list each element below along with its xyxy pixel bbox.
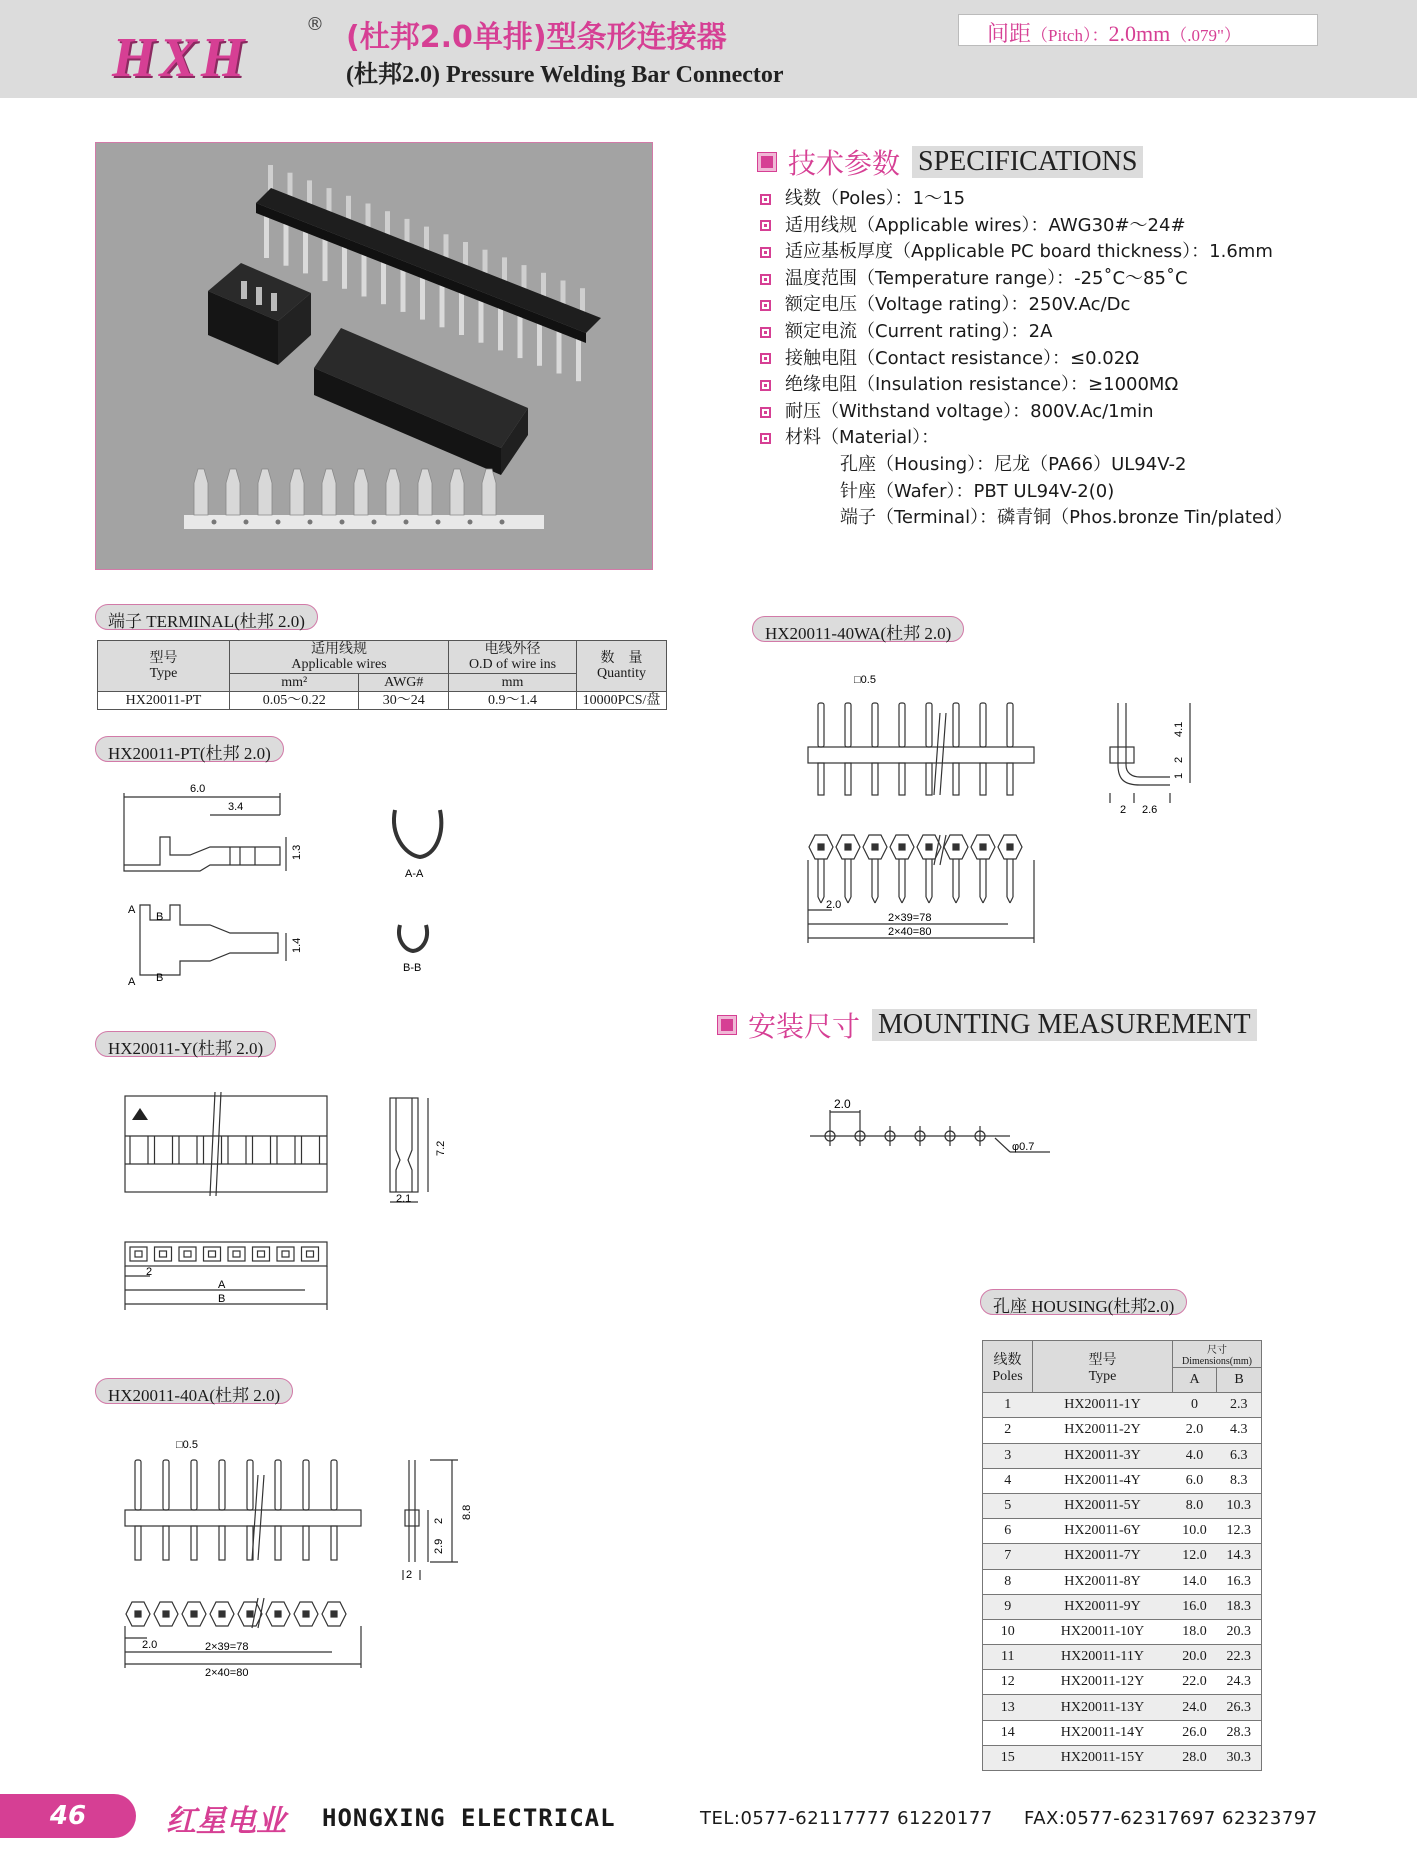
- mark-a-bottom: A: [128, 976, 136, 988]
- th-wires: [230, 641, 449, 674]
- spec-text: 适用线规（Applicable wires）：AWG30#～24#: [785, 214, 1186, 236]
- cell-b: 26.3: [1217, 1695, 1262, 1720]
- dim-4-1: 4.1: [1173, 721, 1185, 737]
- cell-b: 14.3: [1217, 1544, 1262, 1569]
- cell-b: 8.3: [1217, 1468, 1262, 1493]
- th-dims: 尺寸Dimensions(mm): [1173, 1341, 1262, 1368]
- th-poles-en: Poles: [992, 1368, 1023, 1384]
- y-drawing: [100, 1090, 480, 1320]
- pt-label: HX20011-PT(杜邦 2.0): [95, 736, 284, 762]
- pin-header-image: [256, 165, 601, 381]
- table-row: [983, 1519, 1262, 1544]
- pitch-inch: （.079"）: [1170, 26, 1241, 45]
- cell-a: 22.0: [1173, 1670, 1217, 1695]
- cell-a: 26.0: [1173, 1720, 1217, 1745]
- table-row: [983, 1443, 1262, 1468]
- th-wires-cn: 适用线规: [311, 642, 367, 657]
- spec-item: [760, 399, 1292, 426]
- dim-sq-0-5: □0.5: [176, 1439, 198, 1451]
- spec-text: 材料（Material）：: [785, 427, 940, 449]
- cell-b: 6.3: [1217, 1443, 1262, 1468]
- dim-2: 2: [146, 1266, 153, 1278]
- bullet-icon: [760, 353, 771, 364]
- y-label: HX20011-Y(杜邦 2.0): [95, 1031, 276, 1057]
- cell-poles: 6: [983, 1519, 1033, 1544]
- th-type-cn: 型号: [149, 651, 178, 666]
- table-row: [983, 1418, 1262, 1443]
- a40-label: HX20011-40A(杜邦 2.0): [95, 1378, 293, 1404]
- mark-b-bottom: B: [156, 972, 164, 984]
- table-row: [983, 1594, 1262, 1619]
- table-row: [983, 1720, 1262, 1745]
- spec-item: [760, 292, 1292, 319]
- cell-poles: 12: [983, 1670, 1033, 1695]
- cell-type: HX20011-4Y: [1033, 1468, 1173, 1493]
- spec-text: 绝缘电阻（Insulation resistance）：≥1000MΩ: [785, 374, 1179, 396]
- cell-b: 20.3: [1217, 1619, 1262, 1644]
- dim-1-4: 1.4: [291, 937, 303, 953]
- cell-a: 2.0: [1173, 1418, 1217, 1443]
- title-english: (杜邦2.0) Pressure Welding Bar Connector: [346, 62, 784, 88]
- bullet-icon: [760, 220, 771, 231]
- dim-8-8: 8.8: [461, 1504, 473, 1520]
- mounting-title-cn: 安装尺寸: [748, 1010, 861, 1043]
- cell-type: HX20011-5Y: [1033, 1493, 1173, 1518]
- dim-6-0: 6.0: [190, 783, 206, 795]
- dim-3-4: 3.4: [228, 801, 244, 813]
- mark-b: B: [156, 911, 164, 923]
- cell-poles: 4: [983, 1468, 1033, 1493]
- spec-item: [760, 213, 1292, 240]
- cell-type: HX20011-15Y: [1033, 1745, 1173, 1770]
- cell-poles: 2: [983, 1418, 1033, 1443]
- cell-type: HX20011-14Y: [1033, 1720, 1173, 1745]
- cell-poles: 1: [983, 1393, 1033, 1418]
- th-type-en: Type: [1088, 1368, 1117, 1384]
- cell-poles: 5: [983, 1493, 1033, 1518]
- cell-b: 2.3: [1217, 1393, 1262, 1418]
- th-od-cn: 电线外径: [484, 642, 541, 657]
- page-footer: [0, 1790, 1417, 1854]
- wa40-label: HX20011-40WA(杜邦 2.0): [752, 616, 964, 642]
- small-housing-image: [208, 263, 311, 365]
- dim-80: 2×40=80: [205, 1667, 249, 1679]
- th-mm2: mm²: [230, 674, 359, 692]
- spec-title-cn: 技术参数: [788, 147, 901, 180]
- th-type-en: Type: [149, 666, 178, 681]
- th-type: [98, 641, 230, 692]
- cell-type: HX20011-9Y: [1033, 1594, 1173, 1619]
- spec-item: [760, 372, 1292, 399]
- dim-78: 2×39=78: [205, 1641, 249, 1653]
- spec-text: 适应基板厚度（Applicable PC board thickness）：1.6mm: [785, 241, 1273, 263]
- bullet-icon: [760, 274, 771, 285]
- material-wafer: 针座（Wafer）：PBT UL94V-2(0): [840, 480, 1115, 502]
- spec-text: 线数（Poles）：1～15: [785, 188, 966, 209]
- connector-photo-illustration: [96, 143, 652, 569]
- a40-drawing: [100, 1430, 500, 1680]
- th-type-cn: 型号: [1088, 1352, 1117, 1368]
- dim-sq-0-5: □0.5: [854, 674, 876, 686]
- pink-square-icon: [758, 153, 776, 171]
- brand-chinese: 红星电业: [166, 1804, 286, 1839]
- cell-type: HX20011-PT: [98, 692, 230, 710]
- dim-2-bottom: 2: [1120, 804, 1127, 816]
- material-terminal: 端子（Terminal）：磷青铜（Phos.bronze Tin/plated）: [840, 507, 1293, 529]
- cell-b: 4.3: [1217, 1418, 1262, 1443]
- dim-2-1: 2.1: [396, 1193, 412, 1205]
- th-qty: [577, 641, 667, 692]
- brand-english: HONGXING ELECTRICAL: [322, 1804, 616, 1832]
- dim-80: 2×40=80: [888, 926, 932, 938]
- th-qty-en: Quantity: [597, 666, 646, 681]
- cell-poles: 7: [983, 1544, 1033, 1569]
- spec-title-en: SPECIFICATIONS: [912, 146, 1143, 178]
- cell-b: 10.3: [1217, 1493, 1262, 1518]
- pink-square-icon: [718, 1016, 736, 1034]
- mounting-title: [718, 1005, 1257, 1045]
- cell-poles: 9: [983, 1594, 1033, 1619]
- specifications-title: [758, 142, 1143, 182]
- fax: FAX:0577-62317697 62323797: [1024, 1808, 1318, 1829]
- pt-drawing: [100, 775, 480, 995]
- dim-2-bottom: 2: [406, 1569, 413, 1581]
- cell-a: 24.0: [1173, 1695, 1217, 1720]
- cell-awg: 30～24: [359, 692, 449, 710]
- cell-type: HX20011-1Y: [1033, 1393, 1173, 1418]
- pitch-label: 间距: [987, 21, 1032, 46]
- wa40-drawing: [790, 665, 1230, 945]
- th-type: [1033, 1341, 1173, 1393]
- terminal-strip-image: [184, 469, 544, 529]
- cell-a: 28.0: [1173, 1745, 1217, 1770]
- spec-item: [760, 425, 1292, 452]
- bullet-icon: [760, 433, 771, 444]
- registered-mark: ®: [306, 14, 324, 35]
- bullet-icon: [760, 247, 771, 258]
- table-row: [983, 1670, 1262, 1695]
- th-mm: mm: [449, 674, 577, 692]
- dim-2-6: 2.6: [1142, 804, 1158, 816]
- material-housing: 孔座（Housing）：尼龙（PA66）UL94V-2: [840, 453, 1187, 475]
- spec-item: [760, 239, 1292, 266]
- table-row: [983, 1619, 1262, 1644]
- cell-type: HX20011-2Y: [1033, 1418, 1173, 1443]
- cell-a: 8.0: [1173, 1493, 1217, 1518]
- th-awg: AWG#: [359, 674, 449, 692]
- spec-text: 接触电阻（Contact resistance）：≤0.02Ω: [785, 347, 1139, 369]
- dim-2-9: 2.9: [433, 1538, 445, 1554]
- bullet-icon: [760, 327, 771, 338]
- cell-type: HX20011-6Y: [1033, 1519, 1173, 1544]
- table-row: [983, 1645, 1262, 1670]
- th-b: B: [1217, 1368, 1262, 1393]
- spec-item: [760, 186, 1292, 213]
- cell-b: 22.3: [1217, 1645, 1262, 1670]
- terminal-table: [97, 640, 667, 710]
- dim-1-3: 1.3: [291, 844, 303, 860]
- th-a: A: [1173, 1368, 1217, 1393]
- cell-poles: 8: [983, 1569, 1033, 1594]
- cell-type: HX20011-3Y: [1033, 1443, 1173, 1468]
- spec-text: 额定电压（Voltage rating）：250V.Ac/Dc: [785, 294, 1131, 316]
- cell-poles: 13: [983, 1695, 1033, 1720]
- th-poles-cn: 线数: [993, 1352, 1022, 1368]
- cell-poles: 3: [983, 1443, 1033, 1468]
- spec-text: 额定电流（Current rating）：2A: [785, 320, 1053, 342]
- pitch-box: [958, 14, 1318, 46]
- table-row: [983, 1569, 1262, 1594]
- spec-text: 耐压（Withstand voltage）：800V.Ac/1min: [785, 400, 1154, 422]
- telephone: TEL:0577-62117777 61220177: [700, 1808, 993, 1829]
- cell-type: HX20011-8Y: [1033, 1569, 1173, 1594]
- th-od: [449, 641, 577, 674]
- cell-b: 16.3: [1217, 1569, 1262, 1594]
- table-row: [983, 1493, 1262, 1518]
- dim-2-0: 2.0: [826, 899, 842, 911]
- cell-a: 0: [1173, 1393, 1217, 1418]
- mounting-drawing: [810, 1090, 1070, 1170]
- bullet-icon: [760, 300, 771, 311]
- housing-label: 孔座 HOUSING(杜邦2.0): [980, 1289, 1187, 1315]
- cell-mm2: 0.05～0.22: [230, 692, 359, 710]
- page-header: [0, 0, 1417, 98]
- dim-7-2: 7.2: [435, 1140, 447, 1156]
- table-row: [983, 1544, 1262, 1569]
- spec-text: 温度范围（Temperature range）：-25˚C～85˚C: [785, 267, 1188, 289]
- spec-list: [760, 186, 1292, 532]
- title-chinese: (杜邦2.0单排)型条形连接器: [346, 20, 727, 55]
- triangle-mark-icon: [132, 1108, 148, 1120]
- cell-type: HX20011-10Y: [1033, 1619, 1173, 1644]
- cell-poles: 11: [983, 1645, 1033, 1670]
- th-poles: [983, 1341, 1033, 1393]
- bullet-icon: [760, 194, 771, 205]
- mounting-title-en: MOUNTING MEASUREMENT: [872, 1009, 1257, 1041]
- hxh-logo: HXH: [112, 27, 249, 89]
- cell-a: 10.0: [1173, 1519, 1217, 1544]
- cell-poles: 14: [983, 1720, 1033, 1745]
- cell-type: HX20011-12Y: [1033, 1670, 1173, 1695]
- spec-item: [760, 346, 1292, 373]
- cell-type: HX20011-11Y: [1033, 1645, 1173, 1670]
- cell-a: 18.0: [1173, 1619, 1217, 1644]
- cell-b: 30.3: [1217, 1745, 1262, 1770]
- table-row: [983, 1745, 1262, 1770]
- dim-2: 2: [433, 1517, 445, 1524]
- th-od-en: O.D of wire ins: [468, 657, 557, 672]
- section-b-b: B-B: [403, 962, 422, 974]
- mark-a: A: [128, 904, 136, 916]
- dim-2: 2: [1173, 756, 1185, 763]
- dim-1: 1: [1173, 772, 1185, 779]
- cell-b: 24.3: [1217, 1670, 1262, 1695]
- cell-poles: 15: [983, 1745, 1033, 1770]
- cell-type: HX20011-7Y: [1033, 1544, 1173, 1569]
- pitch-sub: （Pitch）：: [1031, 26, 1109, 45]
- cell-a: 20.0: [1173, 1645, 1217, 1670]
- cell-b: 28.3: [1217, 1720, 1262, 1745]
- table-row: [983, 1468, 1262, 1493]
- table-row: [983, 1695, 1262, 1720]
- cell-qty: 10000PCS/盘: [577, 692, 667, 710]
- dim-hole: φ0.7: [1012, 1141, 1035, 1153]
- housing-table: [982, 1340, 1262, 1771]
- dim-2-0: 2.0: [142, 1639, 158, 1651]
- th-wires-en: Applicable wires: [291, 657, 387, 672]
- page-number: 46: [0, 1794, 136, 1838]
- cell-od: 0.9～1.4: [449, 692, 577, 710]
- spec-item: [760, 319, 1292, 346]
- table-row: [983, 1393, 1262, 1418]
- table-row: [98, 692, 667, 710]
- th-qty-cn: 数 量: [600, 651, 643, 666]
- cell-poles: 10: [983, 1619, 1033, 1644]
- section-a-a: A-A: [405, 868, 424, 880]
- cell-b: 12.3: [1217, 1519, 1262, 1544]
- cell-a: 6.0: [1173, 1468, 1217, 1493]
- terminal-label: 端子 TERMINAL(杜邦 2.0): [95, 604, 318, 630]
- cell-type: HX20011-13Y: [1033, 1695, 1173, 1720]
- cell-a: 12.0: [1173, 1544, 1217, 1569]
- dim-2-0: 2.0: [834, 1097, 851, 1111]
- long-housing-image: [314, 328, 528, 475]
- dim-78: 2×39=78: [888, 912, 932, 924]
- cell-a: 4.0: [1173, 1443, 1217, 1468]
- cell-a: 14.0: [1173, 1569, 1217, 1594]
- cell-a: 16.0: [1173, 1594, 1217, 1619]
- product-photo: [95, 142, 653, 570]
- spec-item: [760, 266, 1292, 293]
- pitch-value: 2.0mm: [1108, 21, 1171, 46]
- bullet-icon: [760, 407, 771, 418]
- dim-b: B: [218, 1293, 226, 1305]
- dim-a: A: [218, 1279, 226, 1291]
- cell-b: 18.3: [1217, 1594, 1262, 1619]
- bullet-icon: [760, 380, 771, 391]
